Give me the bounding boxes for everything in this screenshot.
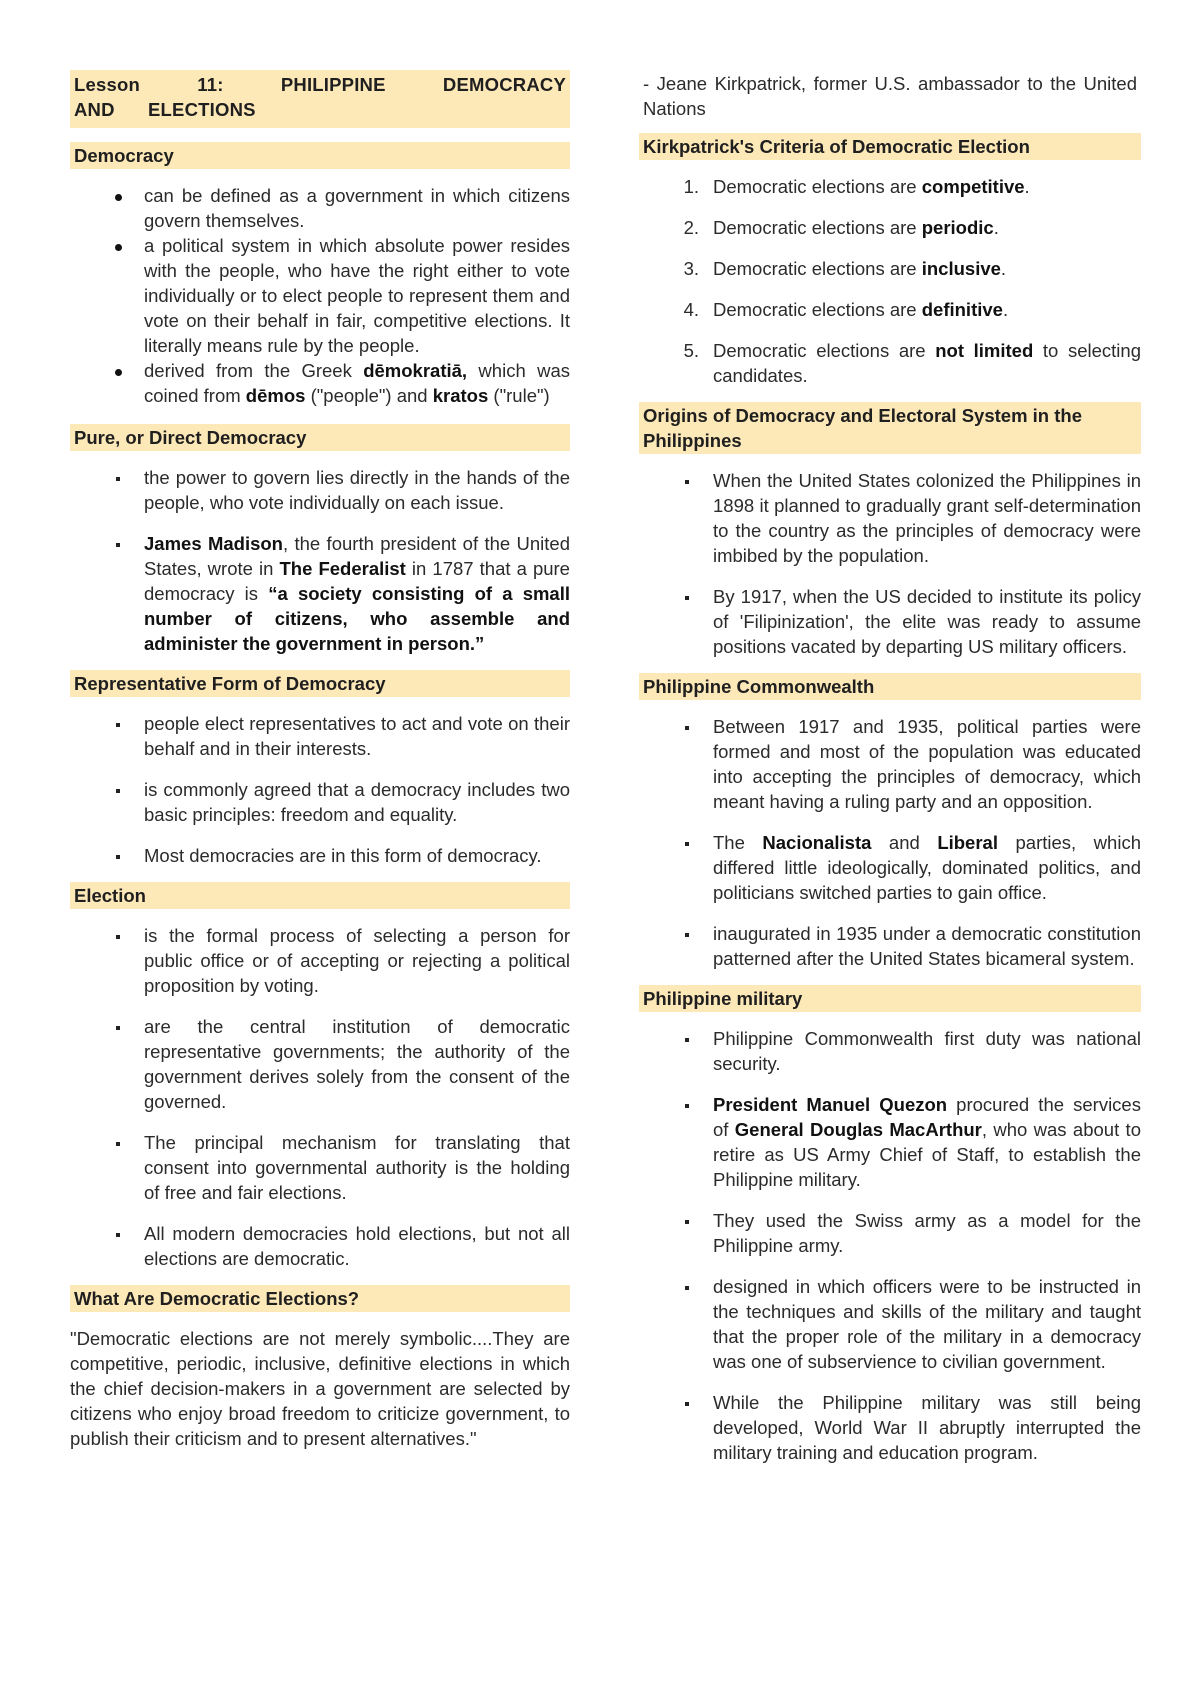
list-item: [70, 711, 570, 761]
list-item: [70, 358, 570, 408]
representative-list: [70, 711, 570, 868]
list-item-text: Most democracies are in this form of democracy.: [144, 845, 542, 866]
quote-attribution: - Jeane Kirkpatrick, former U.S. ambassador to the United Nations: [643, 73, 1137, 119]
list-item-text: When the United States colonized the Philippines in 1898 it planned to gradually grant self-determination to the country as the principles of democracy were imbibed by the population.: [713, 470, 1141, 566]
bullet-icon: [677, 468, 697, 493]
list-item-text: Democratic elections are definitive.: [713, 299, 1009, 320]
bullet-icon: [677, 1390, 697, 1415]
list-item: [639, 584, 1141, 659]
list-item: [70, 183, 570, 233]
kirkpatrick-quote: "Democratic elections are not merely symbolic....They are competitive, periodic, inclusive, definitive elections in which the chief decision-makers in a government are selected by citizens who enjoy broad freedom to criticize government, to publish their criticism and to present alternatives.": [70, 1328, 570, 1449]
section-heading-election: Election: [70, 882, 570, 909]
list-item: [639, 338, 1141, 388]
list-item: [639, 468, 1141, 568]
lesson-title: [70, 70, 570, 128]
list-item: [639, 256, 1141, 281]
list-item: [70, 1130, 570, 1205]
list-item-text: people elect representatives to act and vote on their behalf and in their interests.: [144, 713, 570, 759]
list-item: [639, 830, 1141, 905]
bullet-icon: [677, 1274, 697, 1299]
list-item-text: can be defined as a government in which citizens govern themselves.: [144, 185, 570, 231]
list-item: [70, 465, 570, 515]
list-item: [639, 1092, 1141, 1192]
list-item: [70, 843, 570, 868]
bullet-icon: [677, 584, 697, 609]
section-heading-commonwealth: Philippine Commonwealth: [639, 673, 1141, 700]
list-number: 5.: [683, 340, 699, 361]
bullet-icon: [108, 777, 128, 802]
list-item: [639, 1208, 1141, 1258]
democracy-list: [70, 183, 570, 408]
bullet-icon: [108, 233, 128, 258]
section-heading-kirkpatrick-criteria: Kirkpatrick's Criteria of Democratic Election: [639, 133, 1141, 160]
list-item-text: The principal mechanism for translating that consent into governmental authority is the holding of free and fair elections.: [144, 1132, 570, 1203]
bullet-icon: [677, 1026, 697, 1051]
list-item-text: While the Philippine military was still being developed, World War II abruptly interrupted the military training and education program.: [713, 1392, 1141, 1463]
list-item-text: Democratic elections are competitive.: [713, 176, 1030, 197]
bullet-icon: [677, 921, 697, 946]
bullet-icon: [108, 843, 128, 868]
list-item: [639, 714, 1141, 814]
bullet-icon: [108, 923, 128, 948]
bullet-icon: [108, 711, 128, 736]
list-item-text: the power to govern lies directly in the hands of the people, who vote individually on each issue.: [144, 467, 570, 513]
list-item: [639, 174, 1141, 199]
bullet-icon: [677, 830, 697, 855]
left-column: [70, 70, 570, 1451]
list-item-text: Democratic elections are not limited to selecting candidates.: [713, 340, 1141, 386]
section-heading-democracy: Democracy: [70, 142, 570, 169]
list-item-text: derived from the Greek dēmokratiā, which was coined from dēmos ("people") and kratos ("rule"): [144, 360, 570, 406]
bullet-icon: [677, 1208, 697, 1233]
lesson-title-text: Lesson 11: PHILIPPINE DEMOCRACY AND ELECTIONS: [74, 74, 566, 120]
list-item: [639, 921, 1141, 971]
election-list: [70, 923, 570, 1271]
criteria-list: [639, 174, 1141, 388]
list-item: [70, 777, 570, 827]
list-item: [639, 1390, 1141, 1465]
bullet-icon: [108, 183, 128, 208]
list-item-text: Democratic elections are periodic.: [713, 217, 999, 238]
list-item-text: inaugurated in 1935 under a democratic constitution patterned after the United States bicameral system.: [713, 923, 1141, 969]
military-list: [639, 1026, 1141, 1465]
list-item: [70, 233, 570, 358]
section-heading-origins: Origins of Democracy and Electoral System in the Philippines: [639, 402, 1141, 454]
list-item-text: Democratic elections are inclusive.: [713, 258, 1007, 279]
section-heading-military: Philippine military: [639, 985, 1141, 1012]
list-item: [70, 1014, 570, 1114]
section-heading-representative-democracy: Representative Form of Democracy: [70, 670, 570, 697]
bullet-icon: [108, 531, 128, 556]
commonwealth-list: [639, 714, 1141, 971]
list-item-text: Philippine Commonwealth first duty was national security.: [713, 1028, 1141, 1074]
bullet-icon: [677, 714, 697, 739]
bullet-icon: [108, 1221, 128, 1246]
list-item: [639, 1274, 1141, 1374]
list-item-text: is commonly agreed that a democracy includes two basic principles: freedom and equality.: [144, 779, 570, 825]
bullet-icon: [108, 358, 128, 383]
list-item-text: is the formal process of selecting a person for public office or of accepting or rejecting a political proposition by voting.: [144, 925, 570, 996]
list-item: [639, 297, 1141, 322]
section-heading-democratic-elections: What Are Democratic Elections?: [70, 1285, 570, 1312]
bullet-icon: [108, 465, 128, 490]
section-heading-pure-democracy: Pure, or Direct Democracy: [70, 424, 570, 451]
list-number: 1.: [683, 176, 699, 197]
list-item: [70, 531, 570, 656]
list-item-text: James Madison, the fourth president of the United States, wrote in The Federalist in 1787 that a pure democracy is “a society consisting of a small number of citizens, who assemble and administer the government in person.”: [144, 533, 571, 654]
list-item-text: designed in which officers were to be instructed in the techniques and skills of the military and taught that the proper role of the military in a democracy was one of subservience to civilian government.: [713, 1276, 1141, 1372]
list-number: 4.: [683, 299, 699, 320]
pure-democracy-list: [70, 465, 570, 656]
list-item: [639, 1026, 1141, 1076]
list-item: [639, 215, 1141, 240]
list-item-text: By 1917, when the US decided to institute its policy of 'Filipinization', the elite was ready to assume positions vacated by departing US military officers.: [713, 586, 1141, 657]
list-item: [70, 923, 570, 998]
bullet-icon: [677, 1092, 697, 1117]
list-number: 2.: [683, 217, 699, 238]
list-number: 3.: [683, 258, 699, 279]
list-item-text: Between 1917 and 1935, political parties were formed and most of the population was educated into accepting the principles of democracy, which meant having a ruling party and an opposition.: [713, 716, 1141, 812]
bullet-icon: [108, 1014, 128, 1039]
list-item: [70, 1221, 570, 1271]
list-item-text: a political system in which absolute power resides with the people, who have the right either to vote individually or to elect people to represent them and vote on their behalf in fair, competitive elections. It literally means rule by the people.: [144, 235, 570, 356]
list-item-text: President Manuel Quezon procured the services of General Douglas MacArthur, who was about to retire as US Army Chief of Staff, to establish the Philippine military.: [713, 1094, 1141, 1190]
list-item-text: All modern democracies hold elections, but not all elections are democratic.: [144, 1223, 570, 1269]
right-column: [639, 70, 1141, 1479]
list-item-text: are the central institution of democratic representative governments; the authority of the government derives solely from the consent of the governed.: [144, 1016, 570, 1112]
list-item-text: The Nacionalista and Liberal parties, which differed little ideologically, dominated politics, and politicians switched parties to gain office.: [713, 832, 1141, 903]
bullet-icon: [108, 1130, 128, 1155]
list-item-text: They used the Swiss army as a model for the Philippine army.: [713, 1210, 1141, 1256]
origins-list: [639, 468, 1141, 659]
